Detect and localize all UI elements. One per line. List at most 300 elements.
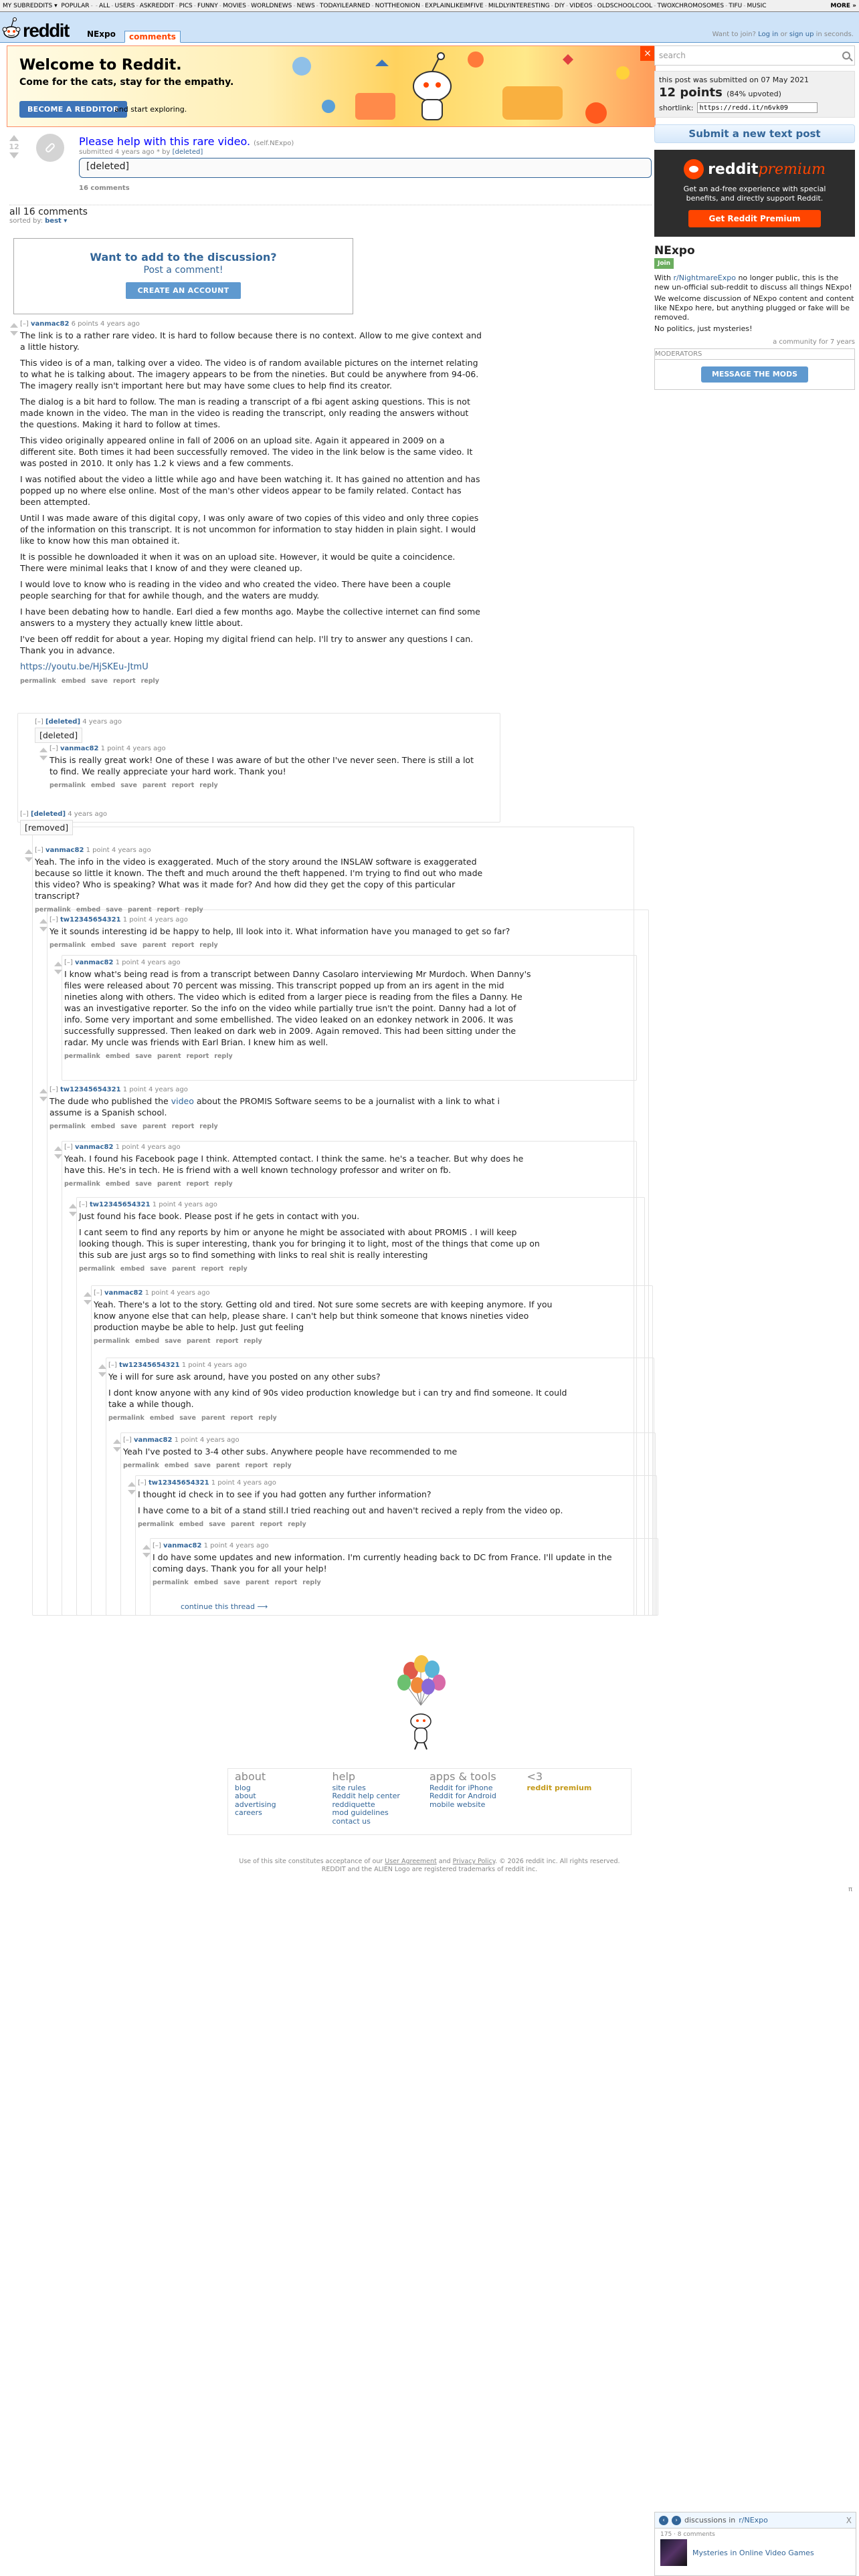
discussion-prompt <box>13 238 353 314</box>
post-score: 12 <box>9 142 19 151</box>
footer-link[interactable]: advertising <box>235 1800 276 1809</box>
subreddit-link[interactable]: TODAYILEARNED <box>319 2 371 9</box>
subreddit-link[interactable]: ASKREDDIT <box>139 2 175 9</box>
comment-parent-link[interactable]: parent <box>157 1180 181 1188</box>
message-mods-button[interactable]: MESSAGE THE MODS <box>701 366 808 383</box>
comment-permalink-link[interactable]: permalink <box>64 1180 100 1188</box>
collapse-toggle[interactable]: [–] <box>64 1144 73 1151</box>
comment-author[interactable]: vanmac82 <box>134 1436 173 1444</box>
separator: - <box>566 2 569 9</box>
nightmareexpo-link[interactable]: r/NightmareExpo <box>673 274 736 282</box>
comment-meta: 1 point 4 years ago <box>145 1289 210 1297</box>
join-button[interactable]: Join <box>654 258 674 269</box>
footer-link[interactable]: Reddit for iPhone <box>430 1783 493 1792</box>
comment-save-link[interactable]: save <box>209 1521 225 1528</box>
comment <box>50 916 518 949</box>
upvote-arrow-icon[interactable] <box>39 1089 47 1093</box>
post-title[interactable]: Please help with this rare video. (self.NExpo) <box>79 135 294 148</box>
comment-report-link[interactable]: report <box>215 1337 239 1345</box>
privacy-policy-link[interactable]: Privacy Policy <box>452 1858 496 1865</box>
comment-save-link[interactable]: save <box>150 1265 167 1273</box>
footer-link[interactable]: careers <box>235 1808 262 1817</box>
comment-embed-link[interactable]: embed <box>90 782 116 789</box>
footer-column-title: <3 <box>527 1770 543 1783</box>
comment-embed-link[interactable]: embed <box>164 1462 189 1469</box>
comment-embed-link[interactable]: embed <box>179 1521 204 1528</box>
comment-meta: 1 point 4 years ago <box>181 1362 247 1369</box>
footer-column <box>430 1770 527 1830</box>
comments-heading: all 16 comments <box>9 207 88 217</box>
comment-permalink-link[interactable]: permalink <box>50 1123 86 1130</box>
comment-reply-link[interactable]: reply <box>273 1462 292 1469</box>
comment-permalink-link[interactable]: permalink <box>20 677 56 685</box>
comment-paragraph: I cant seem to find any reports by him or anyone he might be associated with about PROMIS . I will keep looking though. This is super interesting, thank you for bringing it to light, most of the things that come up on this sub are just args so to find something with links to real shit is really interesting <box>79 1227 540 1260</box>
comment-save-link[interactable]: save <box>106 906 122 914</box>
footer-link[interactable]: reddit premium <box>527 1783 592 1792</box>
popup-meta: 175 · 8 comments <box>660 2531 715 2538</box>
legal-text: Use of this site constitutes acceptance of our User Agreement and Privacy Policy. © 2026 reddit inc. All rights reserved. REDDIT and the ALIEN Logo are registered trademarks of reddit inc. <box>239 1858 620 1873</box>
comment-body <box>50 754 484 777</box>
comment <box>50 1086 511 1130</box>
comment-tagline <box>153 1542 621 1549</box>
comment-author[interactable]: tw12345654321 <box>119 1362 180 1369</box>
footer-links <box>227 1768 632 1835</box>
comment-reply-link[interactable]: reply <box>258 1414 277 1422</box>
comment-actions <box>50 782 484 789</box>
upvote-arrow-icon[interactable] <box>54 1146 62 1151</box>
comment-vote <box>9 323 19 336</box>
subreddit-link[interactable]: ALL <box>99 2 110 9</box>
comment-paragraph: This video is of a man, talking over a video. The video is of random available pictures on the internet relating to what he is talking about. The imagery appears to be from the nineties. But could be anywhere from 94-06. The imagery really isn't important here but may have some clues to help find its creator. <box>20 358 479 391</box>
footer-column <box>235 1770 332 1830</box>
comment-report-link[interactable]: report <box>201 1265 224 1273</box>
comment-report-link[interactable]: report <box>157 906 180 914</box>
subreddit-link[interactable]: WORLDNEWS <box>251 2 292 9</box>
next-arrow-icon[interactable]: › <box>672 2516 681 2525</box>
my-subreddits-dropdown[interactable]: MY SUBREDDITS <box>3 2 53 9</box>
close-icon[interactable]: X <box>846 2515 852 2525</box>
comment-parent-link[interactable]: parent <box>186 1337 211 1345</box>
comment-report-link[interactable]: report <box>245 1462 268 1469</box>
comment-actions <box>50 1123 511 1130</box>
comment-vote <box>39 919 48 932</box>
caret-down-icon[interactable]: ▾ <box>52 2 62 9</box>
premium-ad <box>654 150 855 237</box>
shortlink: shortlink: https://redd.it/n6vk09 <box>659 102 850 113</box>
comment-reply-link[interactable]: reply <box>185 906 203 914</box>
comment-reply-link[interactable]: reply <box>229 1265 248 1273</box>
comment-meta: 1 point 4 years ago <box>86 847 151 854</box>
comment-permalink-link[interactable]: permalink <box>50 782 86 789</box>
separator: - <box>421 2 424 9</box>
comment-report-link[interactable]: report <box>274 1579 298 1586</box>
subreddit-link[interactable]: TIFU <box>729 2 743 9</box>
comment-reply-link[interactable]: reply <box>302 1579 321 1586</box>
comment-save-link[interactable]: save <box>179 1414 196 1422</box>
comment-author[interactable]: vanmac82 <box>45 847 84 854</box>
comment-vote <box>83 1292 92 1305</box>
comment-vote <box>98 1364 107 1377</box>
comment-paragraph: I have been debating how to handle. Earl died a few months ago. Maybe the collective internet can find some answers to a mystery they actually knew little about. <box>20 607 480 628</box>
comment-vote <box>127 1482 136 1495</box>
more-subreddits-link[interactable]: MORE » <box>830 2 856 9</box>
comment <box>50 745 484 789</box>
comment-parent-link[interactable]: parent <box>215 1462 240 1469</box>
downvote-arrow-icon[interactable] <box>69 1212 77 1216</box>
comment-permalink-link[interactable]: permalink <box>123 1462 159 1469</box>
comment-embed-link[interactable]: embed <box>61 677 86 685</box>
comment-tagline <box>20 320 482 328</box>
downvote-arrow-icon[interactable] <box>25 857 33 862</box>
separator: - <box>293 2 296 9</box>
footer-column <box>527 1770 625 1830</box>
comment-reply-link[interactable]: reply <box>199 1123 218 1130</box>
comment-meta: 1 point 4 years ago <box>174 1436 240 1444</box>
prev-arrow-icon[interactable]: ‹ <box>659 2516 668 2525</box>
comment-paragraph: Until I was made aware of this digital copy, I was only aware of two copies of this video and only three copies of the information on this transcript. It is not uncommon for information to stay hidden in plain sight. I would like to know how this man obtained it. <box>20 513 479 546</box>
explore-text: and start exploring. <box>114 105 187 114</box>
comment-permalink-link[interactable]: permalink <box>94 1337 130 1345</box>
comment-report-link[interactable]: report <box>171 782 195 789</box>
comment-author[interactable]: tw12345654321 <box>60 1086 121 1093</box>
upvote-arrow-icon[interactable] <box>39 919 47 924</box>
comment-embed-link[interactable]: embed <box>193 1579 219 1586</box>
comment-reply-link[interactable]: reply <box>214 1053 233 1060</box>
signup-link[interactable]: sign up <box>789 31 814 38</box>
create-account-button[interactable]: CREATE AN ACCOUNT <box>126 282 242 299</box>
downvote-arrow-icon[interactable] <box>54 970 62 974</box>
comment-report-link[interactable]: report <box>186 1180 209 1188</box>
comment-report-link[interactable]: report <box>230 1414 254 1422</box>
comment-actions <box>153 1579 621 1586</box>
footer-link[interactable]: mod guidelines <box>332 1808 389 1817</box>
comment-tagline <box>64 1144 526 1151</box>
collapse-toggle[interactable]: [–] <box>35 718 43 726</box>
collapse-toggle[interactable]: [–] <box>153 1542 161 1549</box>
comment-save-link[interactable]: save <box>135 1180 152 1188</box>
comment-save-link[interactable]: save <box>120 782 137 789</box>
comment <box>79 1201 541 1273</box>
comment-author[interactable]: tw12345654321 <box>60 916 121 924</box>
downvote-arrow-icon[interactable] <box>84 1300 92 1305</box>
login-link[interactable]: Log in <box>758 31 779 38</box>
comment-paragraph: The dude who published the video about the PROMIS Software seems to be a journalist with a link to what i assume is a Spanish school. <box>50 1096 500 1117</box>
comment-save-link[interactable]: save <box>223 1579 240 1586</box>
upvote-arrow-icon[interactable] <box>25 849 33 854</box>
comment-report-link[interactable]: report <box>112 677 136 685</box>
reddit-alien-icon[interactable] <box>1 16 21 41</box>
discussion-heading: Want to add to the discussion? <box>90 251 277 263</box>
comment-meta: 1 point 4 years ago <box>115 1144 181 1151</box>
comment-tagline <box>50 916 518 924</box>
comment <box>35 718 463 748</box>
comment-save-link[interactable]: save <box>120 942 137 949</box>
downvote-arrow-icon[interactable] <box>113 1447 121 1452</box>
footer-link[interactable]: Reddit help center <box>332 1792 400 1800</box>
subreddit-link[interactable]: MILDLYINTERESTING <box>488 2 550 9</box>
subreddit-link[interactable]: PICS <box>179 2 193 9</box>
pi-link[interactable]: π <box>848 1886 852 1893</box>
search-input[interactable]: search <box>654 45 855 66</box>
subreddit-link[interactable]: USERS <box>114 2 135 9</box>
comment-body <box>108 1371 577 1410</box>
comment-permalink-link[interactable]: permalink <box>35 906 71 914</box>
footer-link[interactable]: Reddit for Android <box>430 1792 496 1800</box>
comment-report-link[interactable]: report <box>186 1053 209 1060</box>
close-icon[interactable]: × <box>640 46 655 61</box>
video-link[interactable]: video <box>171 1096 194 1106</box>
upvote-arrow-icon[interactable] <box>10 323 18 328</box>
comment-save-link[interactable]: save <box>165 1337 181 1345</box>
comment <box>153 1542 621 1586</box>
comment-vote <box>54 962 63 974</box>
comment-author[interactable]: vanmac82 <box>75 1144 114 1151</box>
comments-count-link[interactable]: 16 comments <box>79 185 130 192</box>
comment-paragraph: [deleted] <box>35 728 82 743</box>
comment-author[interactable]: vanmac82 <box>75 959 114 966</box>
downvote-arrow-icon[interactable] <box>10 331 18 336</box>
comment-body <box>94 1299 562 1333</box>
footer-link[interactable]: blog <box>235 1783 251 1792</box>
comment <box>108 1362 577 1422</box>
comment-parent-link[interactable]: parent <box>142 782 167 789</box>
comment-embed-link[interactable]: embed <box>120 1265 145 1273</box>
upvote-arrow-icon[interactable] <box>128 1482 136 1487</box>
upvote-arrow-icon[interactable] <box>142 1545 151 1549</box>
comment-actions <box>35 906 490 914</box>
comment-embed-link[interactable]: embed <box>149 1414 175 1422</box>
separator: - <box>95 2 98 9</box>
subreddit-link[interactable]: EXPLAINLIKEIMFIVE <box>425 2 484 9</box>
separator: - <box>136 2 138 9</box>
reddit-wordmark[interactable]: reddit <box>23 20 69 41</box>
comment-author[interactable]: [deleted] <box>45 718 81 726</box>
subreddit-link[interactable]: FUNNY <box>197 2 218 9</box>
footer-link[interactable]: mobile website <box>430 1800 486 1809</box>
comment-parent-link[interactable]: parent <box>142 1123 167 1130</box>
user-agreement-link[interactable]: User Agreement <box>385 1858 437 1865</box>
post-author[interactable]: [deleted] <box>172 148 203 156</box>
comment-body <box>138 1489 606 1516</box>
comment-vote <box>39 748 48 760</box>
upvote-arrow-icon[interactable] <box>113 1439 121 1444</box>
comment-paragraph: Ye it sounds interesting id be happy to help, Ill look into it. What information have you managed to get so far? <box>50 926 510 936</box>
subreddit-link[interactable]: OLDSCHOOLCOOL <box>597 2 653 9</box>
collapse-toggle[interactable]: [–] <box>94 1289 102 1297</box>
upvote-arrow-icon[interactable] <box>98 1364 106 1369</box>
comment-reply-link[interactable]: reply <box>140 677 160 685</box>
downvote-arrow-icon[interactable] <box>128 1490 136 1495</box>
continue-thread-link[interactable]: continue this thread ⟶ <box>181 1602 268 1611</box>
sort-dropdown[interactable]: best ▾ <box>45 217 68 225</box>
comment-author[interactable]: tw12345654321 <box>149 1479 209 1487</box>
comment-embed-link[interactable]: embed <box>90 1123 116 1130</box>
subreddit-link[interactable]: MUSIC <box>747 2 767 9</box>
downvote-arrow-icon[interactable] <box>39 756 47 760</box>
downvote-arrow-icon[interactable] <box>9 152 19 158</box>
comment-tagline <box>35 718 463 726</box>
comment-reply-link[interactable]: reply <box>288 1521 306 1528</box>
comment-actions <box>64 1180 526 1188</box>
comment-author[interactable]: tw12345654321 <box>90 1201 151 1208</box>
comment-embed-link[interactable]: embed <box>76 906 101 914</box>
subreddit-link[interactable]: TWOXCHROMOSOMES <box>657 2 725 9</box>
comment <box>123 1436 591 1469</box>
comment <box>20 811 482 840</box>
subreddit-links: POPULAR - - ALL - USERS - ASKREDDIT - PICS - FUNNY - MOVIES - WORLDNEWS - NEWS - TODAYILEARNED - NOTTHEONION - EXPLAINLIKEIMFIVE - MILDLYINTERESTING - DIY - VIDEOS - OLDSCHOOLCOOL - TWOXCHROMOSOMES - TIFU - MUSIC <box>61 2 767 9</box>
popup-post-title[interactable]: Mysteries in Online Video Games <box>692 2548 814 2557</box>
premium-description: Get an ad-free experience with special benefits, and directly support Reddit. <box>683 185 826 203</box>
search-icon[interactable] <box>842 51 850 60</box>
comment-parent-link[interactable]: parent <box>171 1265 196 1273</box>
comment-actions <box>94 1337 562 1345</box>
comment-body <box>123 1446 591 1457</box>
comment-parent-link[interactable]: parent <box>127 906 152 914</box>
comment-paragraph: I've been off reddit for about a year. Hoping my digital friend can help. I'll try to answer any questions I can. Thank you in advance. <box>20 634 474 655</box>
comment-permalink-link[interactable]: permalink <box>64 1053 100 1060</box>
comment-permalink-link[interactable]: permalink <box>153 1579 189 1586</box>
comment-actions <box>79 1265 541 1273</box>
comment-body <box>35 856 490 901</box>
comment-permalink-link[interactable]: permalink <box>79 1265 115 1273</box>
footer-column-title: help <box>332 1770 356 1783</box>
comment-tagline <box>50 745 484 752</box>
comment-vote <box>112 1439 122 1452</box>
points-display: 12 points (84% upvoted) <box>659 86 781 100</box>
collapse-toggle[interactable]: [–] <box>79 1201 88 1208</box>
comment-vote <box>39 1089 48 1101</box>
tab-comments[interactable]: comments <box>124 31 181 43</box>
comment-save-link[interactable]: save <box>135 1053 152 1060</box>
premium-wordmark: redditpremium <box>708 160 826 178</box>
comment-reply-link[interactable]: reply <box>199 942 218 949</box>
subreddit-name[interactable]: NExpo <box>87 29 116 39</box>
popup-post[interactable] <box>655 2539 856 2566</box>
comment-paragraph: Yeah. I found his Facebook page I think. Attempted contact. I think the same. he's a teacher. But why does he have this. He's in tech. He is friend with a well known technology professor and writer on fb. <box>64 1154 524 1175</box>
collapse-toggle[interactable]: [–] <box>20 811 29 818</box>
become-redditor-button[interactable]: BECOME A REDDITOR <box>19 101 127 118</box>
popup-thumbnail[interactable] <box>660 2539 687 2566</box>
comment-parent-link[interactable]: parent <box>201 1414 225 1422</box>
footer-link[interactable]: reddiquette <box>332 1800 375 1809</box>
comment-embed-link[interactable]: embed <box>134 1337 160 1345</box>
separator: - <box>654 2 656 9</box>
moderators-heading: MODERATORS <box>655 349 854 360</box>
comment-author[interactable]: [deleted] <box>31 811 66 818</box>
comment-embed-link[interactable]: embed <box>105 1053 130 1060</box>
collapse-toggle[interactable]: [–] <box>50 916 58 924</box>
post-tagline: submitted 4 years ago * by [deleted] <box>79 148 203 156</box>
self-post-thumbnail[interactable] <box>36 134 64 162</box>
subreddit-link[interactable]: MOVIES <box>223 2 246 9</box>
tab-bar <box>124 31 181 43</box>
comment-reply-link[interactable]: reply <box>244 1337 262 1345</box>
comment-embed-link[interactable]: embed <box>105 1180 130 1188</box>
community-age: a community for 7 years <box>773 338 855 346</box>
collapse-toggle[interactable]: [–] <box>64 959 73 966</box>
footer-link[interactable]: about <box>235 1792 256 1800</box>
upvote-arrow-icon[interactable] <box>84 1292 92 1297</box>
separator: - <box>593 2 596 9</box>
comment-meta: 1 point 4 years ago <box>122 916 188 924</box>
submit-text-post-button[interactable]: Submit a new text post <box>654 124 855 143</box>
comment-author[interactable]: vanmac82 <box>60 745 99 752</box>
comment-save-link[interactable]: save <box>120 1123 137 1130</box>
collapse-toggle[interactable]: [–] <box>35 847 43 854</box>
comment-report-link[interactable]: report <box>260 1521 283 1528</box>
comment-permalink-link[interactable]: permalink <box>108 1414 145 1422</box>
collapse-toggle[interactable]: [–] <box>50 1086 58 1093</box>
comment-actions <box>108 1414 577 1422</box>
comment-author[interactable]: vanmac82 <box>104 1289 143 1297</box>
comment-parent-link[interactable]: parent <box>230 1521 255 1528</box>
comment-embed-link[interactable]: embed <box>90 942 116 949</box>
comment-parent-link[interactable]: parent <box>245 1579 270 1586</box>
upvote-arrow-icon[interactable] <box>39 748 47 752</box>
subreddit-info: NExpo Join With r/NightmareExpo no longer public, this is the new un-official sub-reddit to discuss all things NExpo! We welcome discussion of NExpo content and content like NExpo here, but anything plugged or fake will be removed. No politics, just mysteries! a community for 7 years <box>654 244 855 346</box>
downvote-arrow-icon[interactable] <box>54 1154 62 1159</box>
post-comment-link[interactable]: Post a comment! <box>143 265 223 276</box>
youtube-link[interactable]: https://youtu.be/HjSKEu-JtmU <box>20 662 149 672</box>
upvote-arrow-icon[interactable] <box>9 135 19 141</box>
subreddit-link[interactable]: NOTTHEONION <box>375 2 420 9</box>
comment-tagline <box>138 1479 606 1487</box>
comment <box>64 1144 526 1188</box>
footer-link[interactable]: contact us <box>332 1816 371 1826</box>
comment-vote <box>68 1204 78 1216</box>
subreddit-link[interactable]: VIDEOS <box>569 2 593 9</box>
comment-save-link[interactable]: save <box>194 1462 211 1469</box>
subreddit-link[interactable]: DIY <box>554 2 565 9</box>
post-selftext: [deleted] <box>79 158 652 178</box>
collapse-toggle[interactable]: [–] <box>50 745 58 752</box>
link-info <box>654 71 855 118</box>
footer-link[interactable]: site rules <box>332 1783 366 1792</box>
comment-save-link[interactable]: save <box>91 677 108 685</box>
comment-reply-link[interactable]: reply <box>214 1180 233 1188</box>
upvote-arrow-icon[interactable] <box>69 1204 77 1208</box>
subreddit-link[interactable]: POPULAR <box>61 2 90 9</box>
comment-report-link[interactable]: report <box>171 1123 195 1130</box>
downvote-arrow-icon[interactable] <box>98 1372 106 1377</box>
comment-body <box>50 926 518 937</box>
comment-reply-link[interactable]: reply <box>199 782 218 789</box>
get-premium-button[interactable]: Get Reddit Premium <box>688 210 820 227</box>
subreddit-title[interactable]: NExpo <box>654 244 695 257</box>
collapse-toggle[interactable]: [–] <box>123 1436 132 1444</box>
popup-subreddit-link[interactable]: r/NExpo <box>739 2516 768 2525</box>
comment-parent-link[interactable]: parent <box>142 942 167 949</box>
comment-parent-link[interactable]: parent <box>157 1053 181 1060</box>
upvote-arrow-icon[interactable] <box>54 962 62 966</box>
separator: - <box>316 2 318 9</box>
comment-vote <box>24 849 33 862</box>
comment-author[interactable]: vanmac82 <box>163 1542 202 1549</box>
collapse-toggle[interactable]: [–] <box>108 1362 117 1369</box>
shortlink-field[interactable] <box>697 102 818 113</box>
comment-report-link[interactable]: report <box>171 942 195 949</box>
collapse-toggle[interactable]: [–] <box>138 1479 147 1487</box>
comment-permalink-link[interactable]: permalink <box>50 942 86 949</box>
downvote-arrow-icon[interactable] <box>39 1097 47 1101</box>
subreddit-link[interactable]: NEWS <box>296 2 315 9</box>
downvote-arrow-icon[interactable] <box>39 927 47 932</box>
separator: - <box>193 2 197 9</box>
comment-author[interactable]: vanmac82 <box>31 320 70 328</box>
comment-permalink-link[interactable]: permalink <box>138 1521 174 1528</box>
collapse-toggle[interactable]: [–] <box>20 320 29 328</box>
downvote-arrow-icon[interactable] <box>142 1553 151 1558</box>
